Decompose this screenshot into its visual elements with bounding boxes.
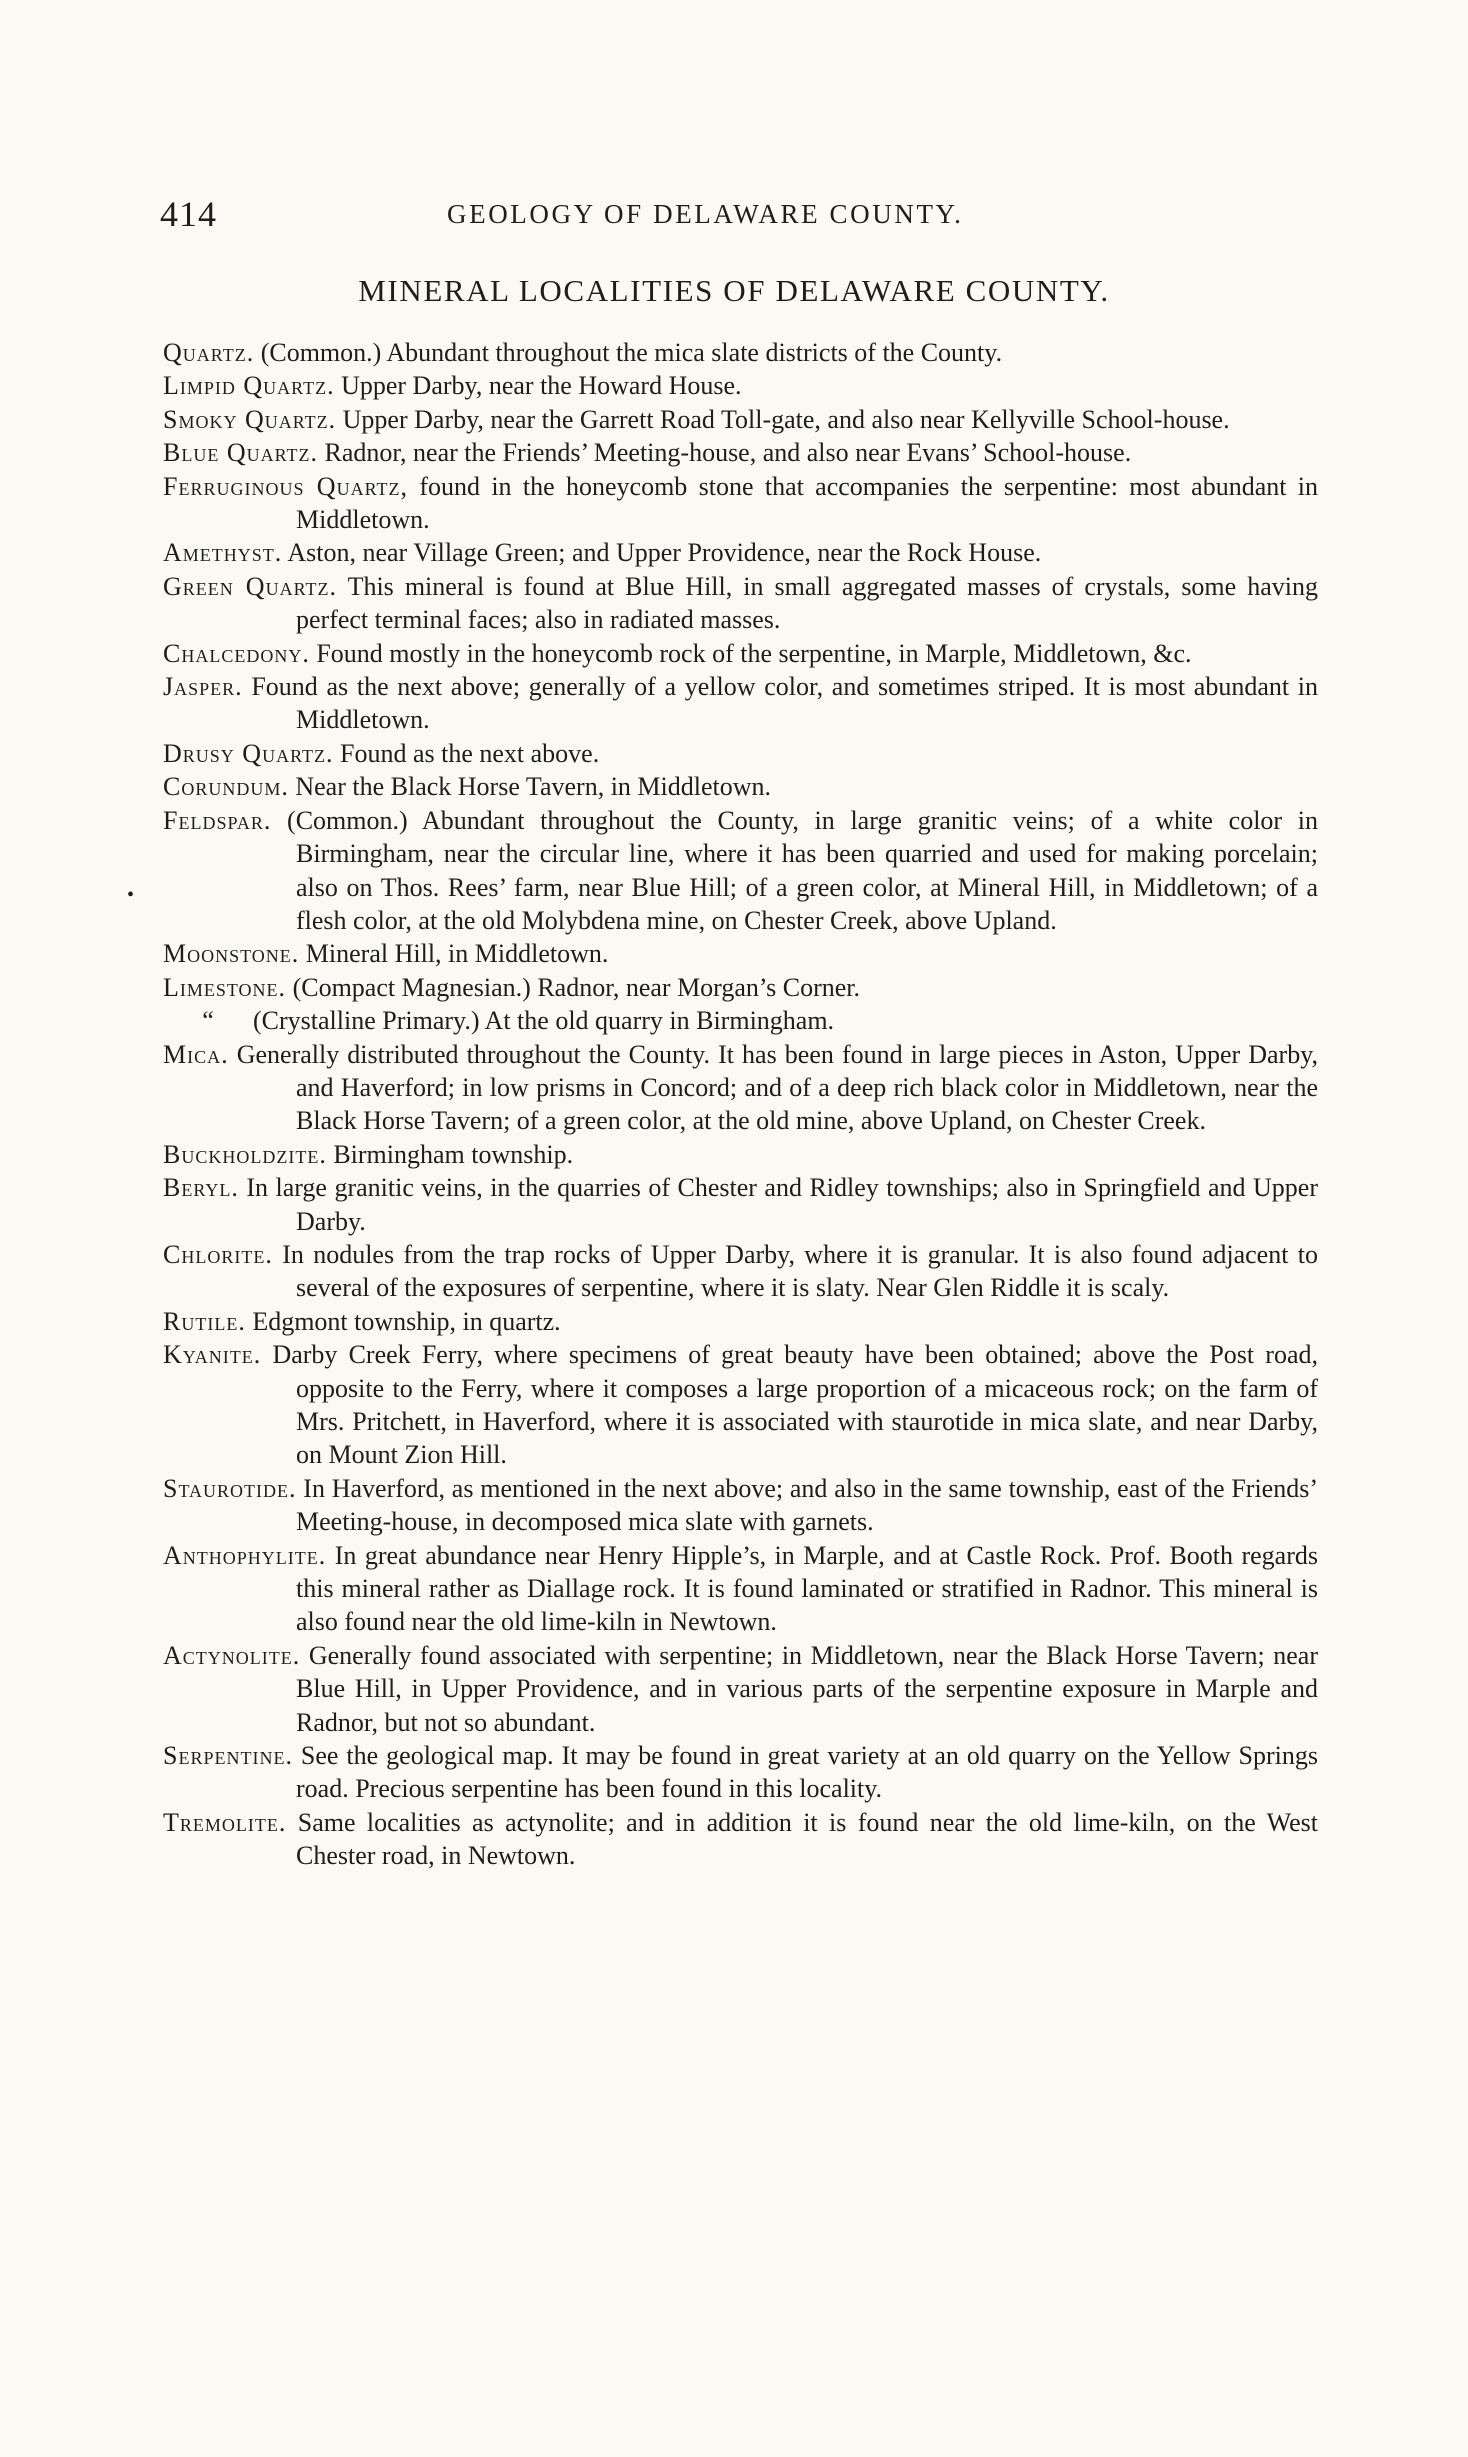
page-header (160, 193, 1320, 237)
mineral-entry (163, 1038, 1318, 1138)
mineral-entry (163, 336, 1318, 369)
mineral-entry (163, 436, 1318, 469)
mineral-locality-text: This mineral is found at Blue Hill, in small aggregated masses of crystals, some having perfect terminal faces; also in radiated masses. (296, 571, 1318, 635)
mineral-name: Limestone. (163, 972, 287, 1002)
mineral-locality-text: Upper Darby, near the Howard House. (341, 371, 742, 401)
mineral-name: Anthophylite. (163, 1540, 327, 1570)
mineral-name: Amethyst. (163, 538, 283, 568)
mineral-name: Blue Quartz. (163, 438, 319, 468)
mineral-entry (163, 570, 1318, 637)
mineral-entry (163, 536, 1318, 569)
mineral-name: Drusy Quartz. (163, 738, 334, 768)
mineral-locality-text: Generally distributed throughout the County. It has been found in large pieces in Aston, Upper Darby, and Haverford; in low prisms in Concord; and of a deep rich black color in Middletown, near the Black Horse Tavern; of a green color, at the old mine, above Upland, on Chester Creek. (236, 1039, 1319, 1136)
mineral-entry (163, 403, 1318, 436)
mineral-locality-text: Upper Darby, near the Garrett Road Toll-gate, and also near Kellyville School-house. (342, 404, 1230, 434)
mineral-locality-text: In great abundance near Henry Hipple’s, in Marple, and at Castle Rock. Prof. Booth regards this mineral rather as Diallage rock. It is found laminated or stratified in Radnor. This mineral is also found near the old lime-kiln in Newtown. (296, 1540, 1318, 1637)
mineral-locality-text: In large granitic veins, in the quarries of Chester and Ridley townships; also in Springfield and Upper Darby. (246, 1173, 1318, 1236)
mineral-name: Rutile. (163, 1306, 246, 1336)
mineral-entry (163, 1806, 1318, 1873)
ditto-mark: “ (202, 1006, 214, 1036)
mineral-name: Mica. (163, 1039, 229, 1069)
mineral-name: Corundum. (163, 772, 289, 802)
mineral-entry (163, 737, 1318, 770)
mineral-locality-text: See the geological map. It may be found in great variety at an old quarry on the Yellow Springs road. Precious serpentine has been found in this locality. (296, 1741, 1318, 1804)
mineral-locality-text: Found as the next above; generally of a yellow color, and sometimes striped. It is most abundant in Middletown. (251, 672, 1318, 735)
mineral-entry (163, 770, 1318, 803)
mineral-entry (163, 1639, 1318, 1739)
mineral-entry (163, 1472, 1318, 1539)
mineral-name: Chlorite. (163, 1239, 273, 1269)
mineral-entry (163, 1305, 1318, 1338)
mineral-locality-text: (Common.) Abundant throughout the County, in large granitic veins; of a white color in Birmingham, near the circular line, where it has been quarried and used for making porcelain; also on Thos. Rees’ farm, near Blue Hill; of a green color, at Mineral Hill, in Middletown; of a flesh color, at the old Molybdena mine, on Chester Creek, above Upland. (287, 805, 1319, 935)
mineral-name: Quartz. (163, 338, 255, 367)
mineral-name: Buckholdzite. (163, 1139, 327, 1169)
mineral-name: Green Quartz. (163, 571, 337, 601)
mineral-name: Feldspar. (163, 805, 272, 835)
mineral-name: Jasper. (163, 672, 243, 702)
mineral-entry (163, 804, 1318, 938)
mineral-locality-text: Radnor, near the Friends’ Meeting-house, and also near Evans’ School-house. (324, 438, 1132, 468)
mineral-name: Kyanite. (163, 1340, 262, 1370)
mineral-name: Moonstone. (163, 939, 300, 969)
mineral-locality-text: found in the honeycomb stone that accompanies the serpentine: most abundant in Middletown. (296, 471, 1319, 535)
mineral-entry (163, 1338, 1318, 1472)
mineral-entry (163, 670, 1318, 737)
mineral-locality-text: Edgmont township, in quartz. (252, 1306, 561, 1336)
mineral-name: Chalcedony. (163, 638, 310, 668)
mineral-locality-text: (Common.) Abundant throughout the mica slate districts of the County. (260, 338, 1003, 367)
mineral-locality-text: Found mostly in the honeycomb rock of the serpentine, in Marple, Middletown, &c. (316, 638, 1192, 668)
mineral-name: Tremolite. (163, 1807, 287, 1837)
mineral-entry (163, 1138, 1318, 1171)
mineral-locality-text: (Crystalline Primary.) At the old quarry in Birmingham. (253, 1006, 835, 1036)
mineral-locality-text: Aston, near Village Green; and Upper Providence, near the Rock House. (287, 538, 1042, 568)
mineral-locality-text: Found as the next above. (339, 738, 600, 768)
mineral-entry (163, 369, 1318, 402)
mineral-entry (163, 1539, 1318, 1639)
mineral-locality-text: Mineral Hill, in Middletown. (305, 939, 609, 969)
mineral-list (163, 336, 1318, 1873)
mineral-entry (163, 971, 1318, 1004)
margin-mark: • (127, 884, 135, 906)
mineral-name: Limpid Quartz. (163, 371, 335, 401)
mineral-locality-text: Same localities as actynolite; and in addition it is found near the old lime-kiln, on the West Chester road, in Newtown. (296, 1807, 1318, 1871)
mineral-name: Beryl. (163, 1173, 239, 1203)
mineral-name: Ferruginous Quartz, (163, 471, 408, 501)
mineral-entry (163, 637, 1318, 670)
mineral-locality-text: Near the Black Horse Tavern, in Middletown. (295, 772, 772, 802)
mineral-locality-text: In nodules from the trap rocks of Upper Darby, where it is granular. It is also found adjacent to several of the exposures of serpentine, where it is slaty. Near Glen Riddle it is scaly. (282, 1239, 1319, 1303)
mineral-name: Actynolite. (163, 1640, 301, 1670)
mineral-locality-text: Darby Creek Ferry, where specimens of great beauty have been obtained; above the Post road, opposite to the Ferry, where it composes a large proportion of a micaceous rock; on the farm of Mrs. Pritchett, in Haverford, where it is associated with staurotide in mica slate, and near Darby, on Mount Zion Hill. (272, 1340, 1318, 1470)
mineral-entry (163, 1171, 1318, 1238)
mineral-entry (163, 937, 1318, 970)
mineral-name: Smoky Quartz. (163, 404, 337, 434)
mineral-locality-text: Generally found associated with serpentine; in Middletown, near the Black Horse Tavern; near Blue Hill, in Upper Providence, and in various parts of the serpentine exposure in Marple and Radnor, but not so abundant. (296, 1640, 1318, 1737)
mineral-entry (163, 1739, 1318, 1806)
mineral-locality-text: Birmingham township. (333, 1139, 574, 1169)
page-number: 414 (160, 194, 217, 234)
mineral-entry (163, 1238, 1318, 1305)
mineral-name: Serpentine. (163, 1741, 293, 1771)
mineral-entry (163, 470, 1318, 537)
mineral-entry (163, 1004, 1318, 1037)
section-title: MINERAL LOCALITIES OF DELAWARE COUNTY. (358, 273, 1110, 308)
running-head: GEOLOGY OF DELAWARE COUNTY. (447, 199, 964, 229)
mineral-locality-text: (Compact Magnesian.) Radnor, near Morgan’s Corner. (292, 972, 861, 1002)
mineral-locality-text: In Haverford, as mentioned in the next above; and also in the same township, east of the Friends’ Meeting-house, in decomposed mica slate with garnets. (296, 1473, 1318, 1537)
mineral-name: Staurotide. (163, 1473, 297, 1503)
